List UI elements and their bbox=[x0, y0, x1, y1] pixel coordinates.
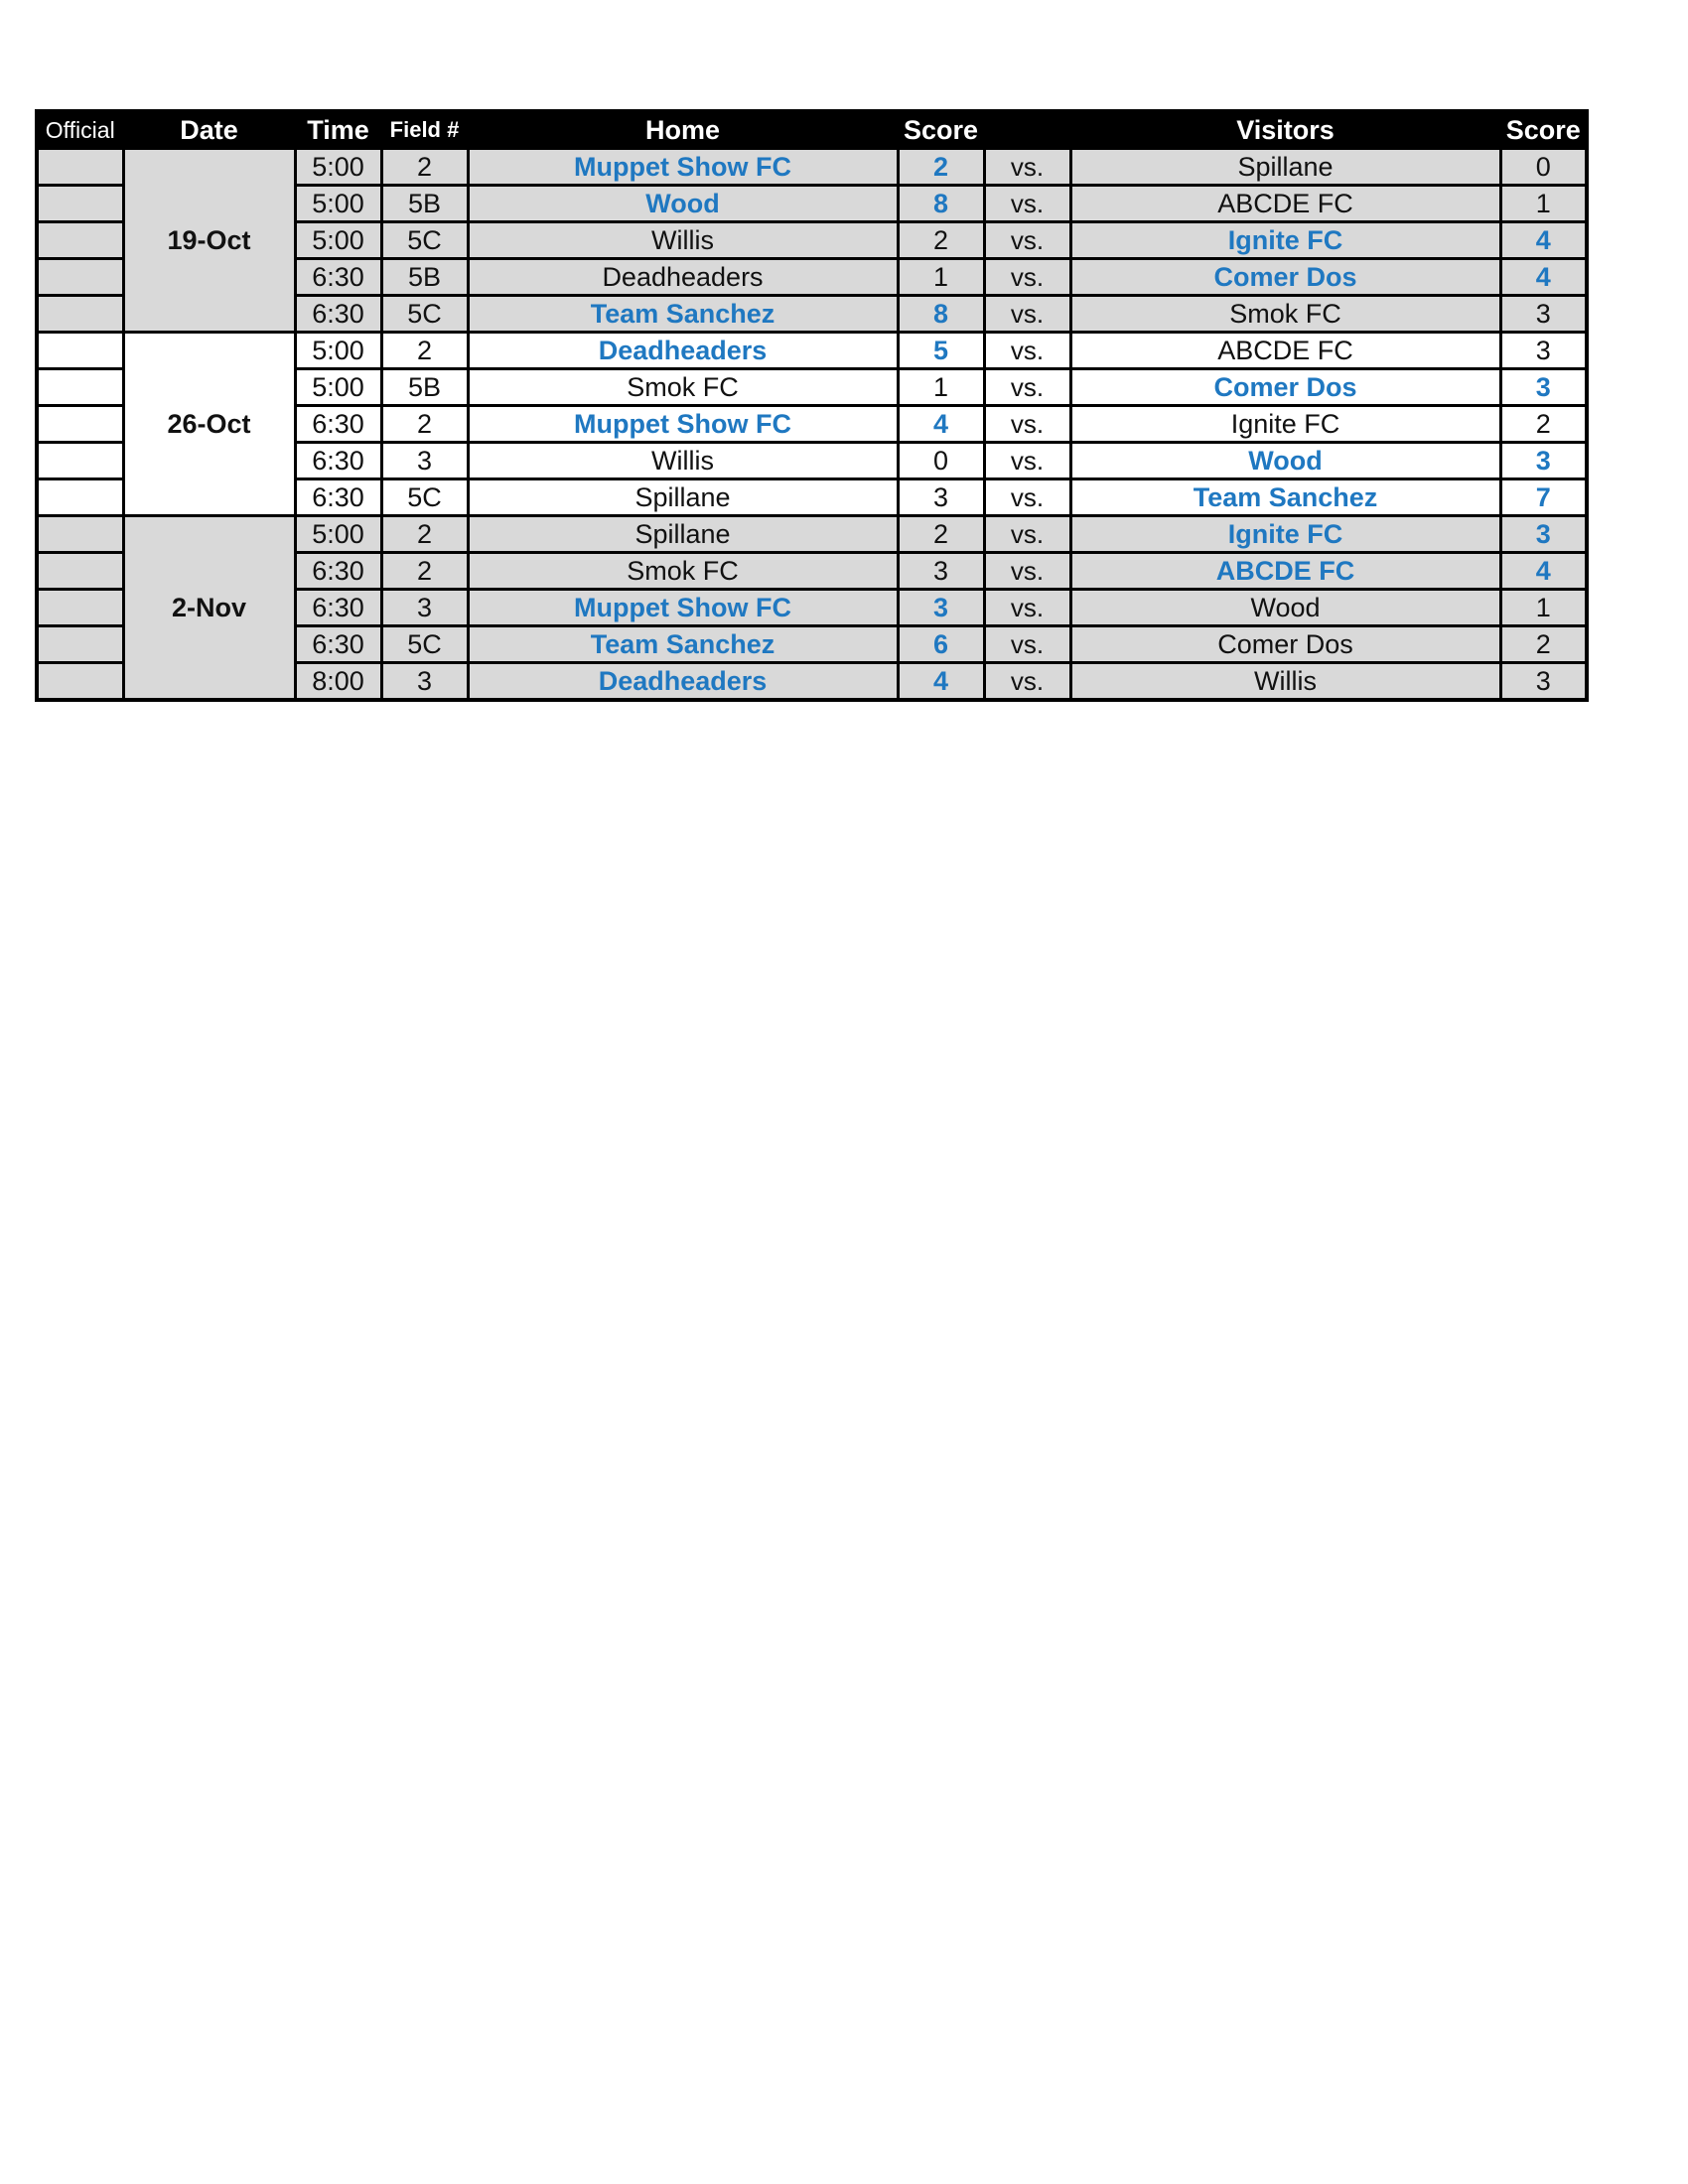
official-cell bbox=[37, 516, 123, 553]
official-cell bbox=[37, 222, 123, 259]
time-cell: 5:00 bbox=[295, 186, 381, 222]
vs-cell: vs. bbox=[984, 663, 1070, 701]
time-cell: 8:00 bbox=[295, 663, 381, 701]
home-team-cell: Wood bbox=[468, 186, 898, 222]
home-team-cell: Team Sanchez bbox=[468, 626, 898, 663]
vs-cell: vs. bbox=[984, 626, 1070, 663]
visitor-team-cell: Ignite FC bbox=[1070, 516, 1500, 553]
header-time: Time bbox=[295, 111, 381, 149]
home-team-cell: Deadheaders bbox=[468, 663, 898, 701]
time-cell: 5:00 bbox=[295, 516, 381, 553]
home-score-cell: 8 bbox=[898, 296, 984, 333]
field-cell: 2 bbox=[381, 406, 468, 443]
vs-cell: vs. bbox=[984, 259, 1070, 296]
time-cell: 5:00 bbox=[295, 149, 381, 186]
field-cell: 5B bbox=[381, 369, 468, 406]
official-cell bbox=[37, 443, 123, 479]
vs-cell: vs. bbox=[984, 296, 1070, 333]
visitor-score-cell: 2 bbox=[1500, 406, 1587, 443]
official-cell bbox=[37, 553, 123, 590]
field-cell: 3 bbox=[381, 663, 468, 701]
header-vs bbox=[984, 111, 1070, 149]
visitor-score-cell: 1 bbox=[1500, 186, 1587, 222]
field-cell: 5C bbox=[381, 296, 468, 333]
visitor-score-cell: 3 bbox=[1500, 333, 1587, 369]
visitor-score-cell: 3 bbox=[1500, 516, 1587, 553]
table-row bbox=[37, 333, 1587, 369]
home-score-cell: 1 bbox=[898, 369, 984, 406]
visitor-team-cell: ABCDE FC bbox=[1070, 333, 1500, 369]
visitor-score-cell: 1 bbox=[1500, 590, 1587, 626]
table-header bbox=[37, 111, 1587, 149]
home-score-cell: 1 bbox=[898, 259, 984, 296]
visitor-score-cell: 4 bbox=[1500, 259, 1587, 296]
time-cell: 6:30 bbox=[295, 443, 381, 479]
home-team-cell: Muppet Show FC bbox=[468, 590, 898, 626]
header-official: Official bbox=[37, 111, 123, 149]
visitor-team-cell: Comer Dos bbox=[1070, 259, 1500, 296]
time-cell: 5:00 bbox=[295, 222, 381, 259]
field-cell: 5C bbox=[381, 626, 468, 663]
visitor-team-cell: Wood bbox=[1070, 590, 1500, 626]
home-team-cell: Deadheaders bbox=[468, 259, 898, 296]
official-cell bbox=[37, 296, 123, 333]
time-cell: 6:30 bbox=[295, 626, 381, 663]
visitor-score-cell: 2 bbox=[1500, 626, 1587, 663]
home-score-cell: 6 bbox=[898, 626, 984, 663]
field-cell: 5C bbox=[381, 479, 468, 516]
time-cell: 6:30 bbox=[295, 406, 381, 443]
header-field: Field # bbox=[381, 111, 468, 149]
home-team-cell: Smok FC bbox=[468, 369, 898, 406]
visitor-team-cell: Wood bbox=[1070, 443, 1500, 479]
visitor-score-cell: 4 bbox=[1500, 222, 1587, 259]
official-cell bbox=[37, 259, 123, 296]
field-cell: 2 bbox=[381, 333, 468, 369]
visitor-score-cell: 3 bbox=[1500, 296, 1587, 333]
visitor-score-cell: 7 bbox=[1500, 479, 1587, 516]
vs-cell: vs. bbox=[984, 590, 1070, 626]
field-cell: 2 bbox=[381, 553, 468, 590]
visitor-score-cell: 3 bbox=[1500, 443, 1587, 479]
home-score-cell: 8 bbox=[898, 186, 984, 222]
visitor-team-cell: Ignite FC bbox=[1070, 222, 1500, 259]
vs-cell: vs. bbox=[984, 186, 1070, 222]
schedule-table bbox=[35, 109, 1589, 702]
official-cell bbox=[37, 333, 123, 369]
home-team-cell: Muppet Show FC bbox=[468, 149, 898, 186]
home-team-cell: Deadheaders bbox=[468, 333, 898, 369]
time-cell: 5:00 bbox=[295, 369, 381, 406]
vs-cell: vs. bbox=[984, 553, 1070, 590]
visitor-team-cell: Comer Dos bbox=[1070, 626, 1500, 663]
home-team-cell: Spillane bbox=[468, 479, 898, 516]
table-row bbox=[37, 149, 1587, 186]
vs-cell: vs. bbox=[984, 222, 1070, 259]
vs-cell: vs. bbox=[984, 369, 1070, 406]
official-cell bbox=[37, 663, 123, 701]
time-cell: 5:00 bbox=[295, 333, 381, 369]
field-cell: 5B bbox=[381, 186, 468, 222]
field-cell: 2 bbox=[381, 516, 468, 553]
visitor-team-cell: Smok FC bbox=[1070, 296, 1500, 333]
visitor-score-cell: 3 bbox=[1500, 369, 1587, 406]
date-cell: 26-Oct bbox=[123, 333, 295, 516]
header-date: Date bbox=[123, 111, 295, 149]
visitor-team-cell: ABCDE FC bbox=[1070, 553, 1500, 590]
time-cell: 6:30 bbox=[295, 553, 381, 590]
header-visitors: Visitors bbox=[1070, 111, 1500, 149]
home-score-cell: 2 bbox=[898, 149, 984, 186]
field-cell: 2 bbox=[381, 149, 468, 186]
home-score-cell: 3 bbox=[898, 553, 984, 590]
time-cell: 6:30 bbox=[295, 479, 381, 516]
header-visitor-score: Score bbox=[1500, 111, 1587, 149]
home-team-cell: Smok FC bbox=[468, 553, 898, 590]
home-score-cell: 2 bbox=[898, 222, 984, 259]
official-cell bbox=[37, 369, 123, 406]
home-score-cell: 4 bbox=[898, 663, 984, 701]
vs-cell: vs. bbox=[984, 406, 1070, 443]
time-cell: 6:30 bbox=[295, 296, 381, 333]
official-cell bbox=[37, 149, 123, 186]
visitor-score-cell: 0 bbox=[1500, 149, 1587, 186]
official-cell bbox=[37, 479, 123, 516]
table-row bbox=[37, 516, 1587, 553]
home-score-cell: 2 bbox=[898, 516, 984, 553]
home-score-cell: 0 bbox=[898, 443, 984, 479]
date-cell: 19-Oct bbox=[123, 149, 295, 333]
official-cell bbox=[37, 406, 123, 443]
vs-cell: vs. bbox=[984, 149, 1070, 186]
vs-cell: vs. bbox=[984, 516, 1070, 553]
table-body bbox=[37, 149, 1587, 701]
official-cell bbox=[37, 186, 123, 222]
vs-cell: vs. bbox=[984, 443, 1070, 479]
vs-cell: vs. bbox=[984, 479, 1070, 516]
home-team-cell: Spillane bbox=[468, 516, 898, 553]
home-score-cell: 5 bbox=[898, 333, 984, 369]
visitor-score-cell: 3 bbox=[1500, 663, 1587, 701]
field-cell: 5C bbox=[381, 222, 468, 259]
visitor-score-cell: 4 bbox=[1500, 553, 1587, 590]
time-cell: 6:30 bbox=[295, 590, 381, 626]
field-cell: 5B bbox=[381, 259, 468, 296]
header-row bbox=[37, 111, 1587, 149]
visitor-team-cell: Spillane bbox=[1070, 149, 1500, 186]
home-score-cell: 4 bbox=[898, 406, 984, 443]
time-cell: 6:30 bbox=[295, 259, 381, 296]
date-cell: 2-Nov bbox=[123, 516, 295, 701]
home-score-cell: 3 bbox=[898, 590, 984, 626]
visitor-team-cell: Comer Dos bbox=[1070, 369, 1500, 406]
visitor-team-cell: ABCDE FC bbox=[1070, 186, 1500, 222]
visitor-team-cell: Willis bbox=[1070, 663, 1500, 701]
visitor-team-cell: Team Sanchez bbox=[1070, 479, 1500, 516]
home-team-cell: Willis bbox=[468, 222, 898, 259]
official-cell bbox=[37, 626, 123, 663]
official-cell bbox=[37, 590, 123, 626]
home-score-cell: 3 bbox=[898, 479, 984, 516]
home-team-cell: Willis bbox=[468, 443, 898, 479]
header-home-score: Score bbox=[898, 111, 984, 149]
field-cell: 3 bbox=[381, 590, 468, 626]
vs-cell: vs. bbox=[984, 333, 1070, 369]
home-team-cell: Team Sanchez bbox=[468, 296, 898, 333]
home-team-cell: Muppet Show FC bbox=[468, 406, 898, 443]
header-home: Home bbox=[468, 111, 898, 149]
field-cell: 3 bbox=[381, 443, 468, 479]
visitor-team-cell: Ignite FC bbox=[1070, 406, 1500, 443]
